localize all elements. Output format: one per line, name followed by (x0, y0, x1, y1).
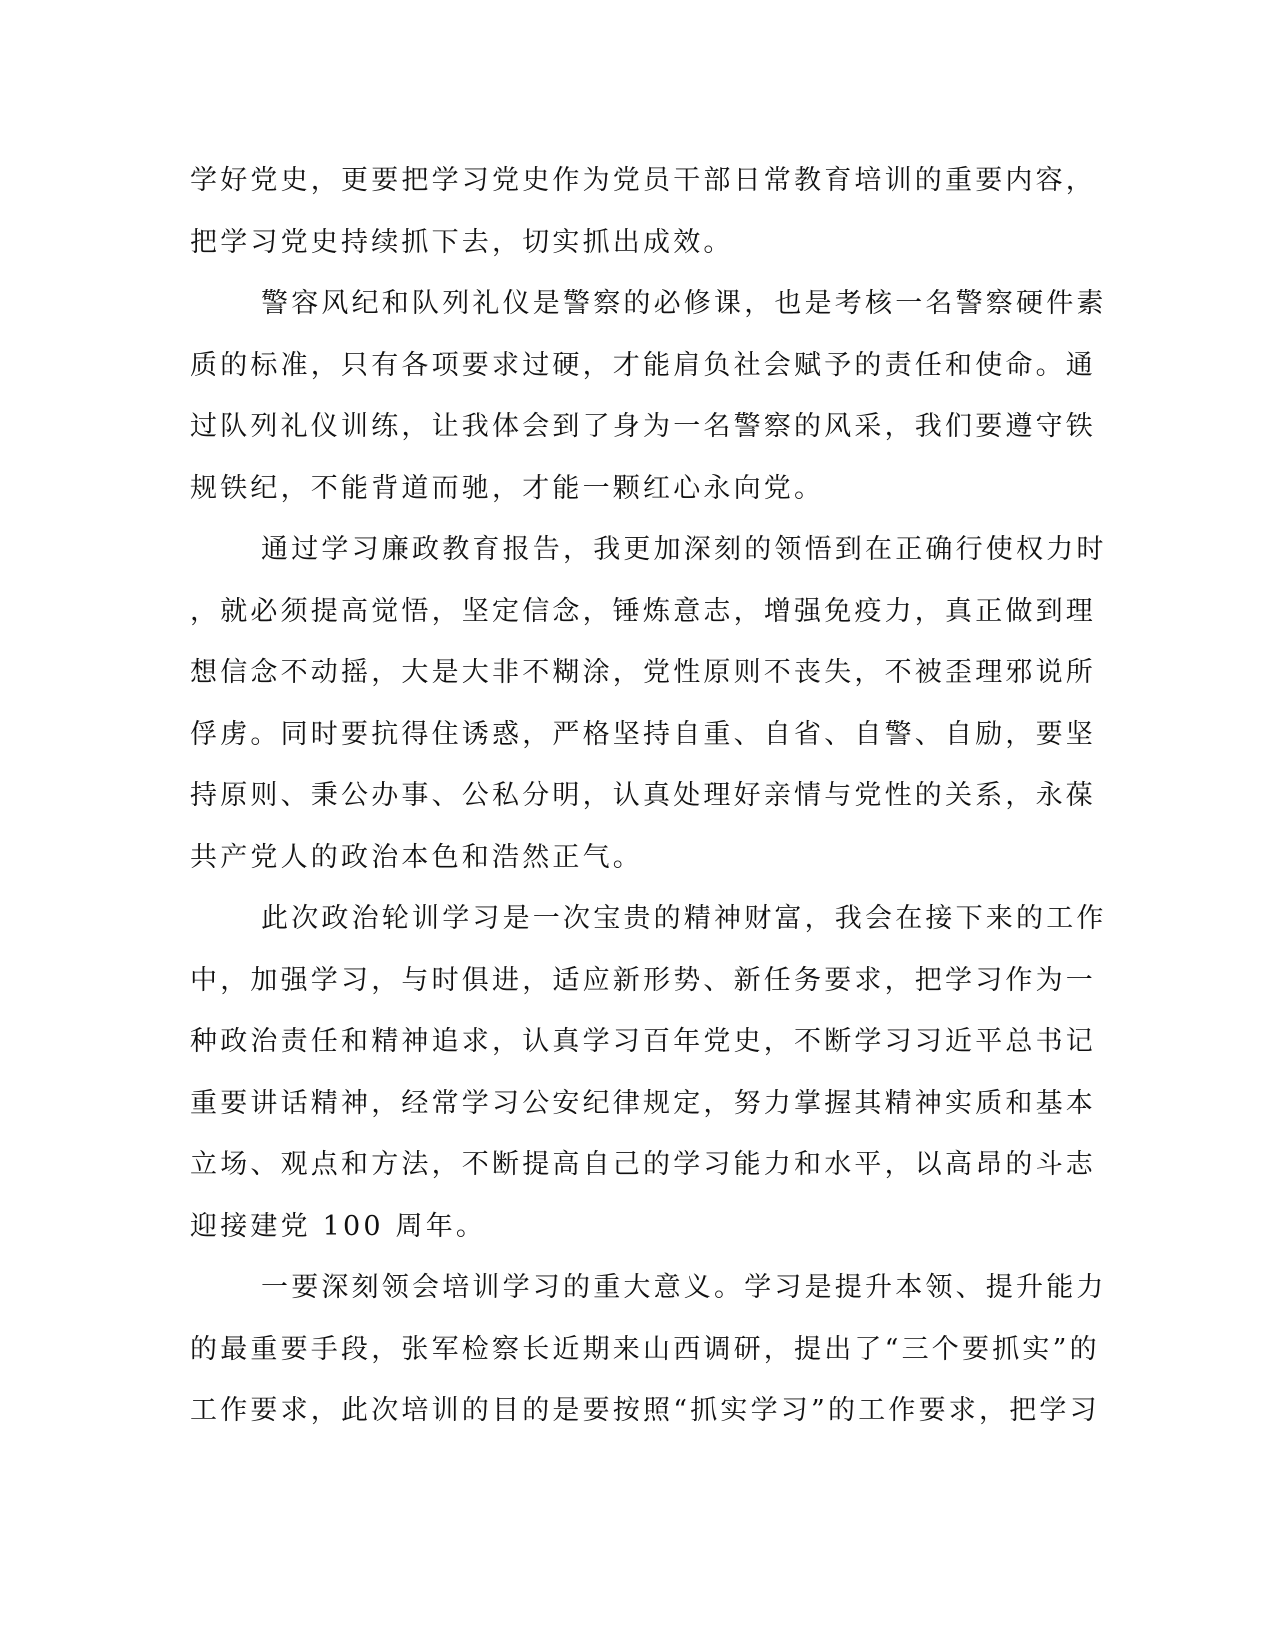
text-line: ，就必须提高觉悟，坚定信念，锤炼意志，增强免疫力，真正做到理 (190, 595, 1096, 627)
text-line: 共产党人的政治本色和浩然正气。 (190, 841, 643, 873)
text-line: 立场、观点和方法，不断提高自己的学习能力和水平，以高昂的斗志 (190, 1149, 1096, 1180)
text-line: 种政治责任和精神追求，认真学习百年党史，不断学习习近平总书记 (190, 1026, 1096, 1057)
paragraph-start-line: 一要深刻领会培训学习的重大意义。学习是提升本领、提升能力 (261, 1272, 1107, 1303)
text-line: 把学习党史持续抓下去，切实抓出成效。 (190, 226, 734, 258)
text-line: 持原则、秉公办事、公私分明，认真处理好亲情与党性的关系，永葆 (190, 780, 1096, 811)
paragraph-start-line: 通过学习廉政教育报告，我更加深刻的领悟到在正确行使权力时 (261, 534, 1107, 565)
document-body (190, 159, 1107, 1451)
text-line: 规铁纪，不能背道而驰，才能一颗红心永向党。 (190, 472, 825, 504)
text-line: 中，加强学习，与时俱进，适应新形势、新任务要求，把学习作为一 (190, 964, 1096, 996)
text-line: 想信念不动摇，大是大非不糊涂，党性原则不丧失，不被歪理邪说所 (190, 657, 1096, 688)
text-line: 学好党史，更要把学习党史作为党员干部日常教育培训的重要内容， (190, 165, 1096, 196)
text-line: 质的标准，只有各项要求过硬，才能肩负社会赋予的责任和使命。通 (190, 349, 1096, 381)
paragraph-start-line: 此次政治轮训学习是一次宝贵的精神财富，我会在接下来的工作 (261, 903, 1107, 934)
text-line: 过队列礼仪训练，让我体会到了身为一名警察的风采，我们要遵守铁 (190, 411, 1096, 442)
text-line: 重要讲话精神，经常学习公安纪律规定，努力掌握其精神实质和基本 (190, 1087, 1096, 1119)
text-line: 迎接建党 100 周年。 (190, 1210, 487, 1242)
text-line: 俘虏。同时要抗得住诱惑，严格坚持自重、自省、自警、自励，要坚 (190, 718, 1096, 750)
text-line: 工作要求，此次培训的目的是要按照“抓实学习”的工作要求，把学习 (190, 1395, 1100, 1426)
paragraph-start-line: 警容风纪和队列礼仪是警察的必修课，也是考核一名警察硬件素 (261, 288, 1107, 319)
text-line: 的最重要手段，张军检察长近期来山西调研，提出了“三个要抓实”的 (190, 1333, 1100, 1365)
